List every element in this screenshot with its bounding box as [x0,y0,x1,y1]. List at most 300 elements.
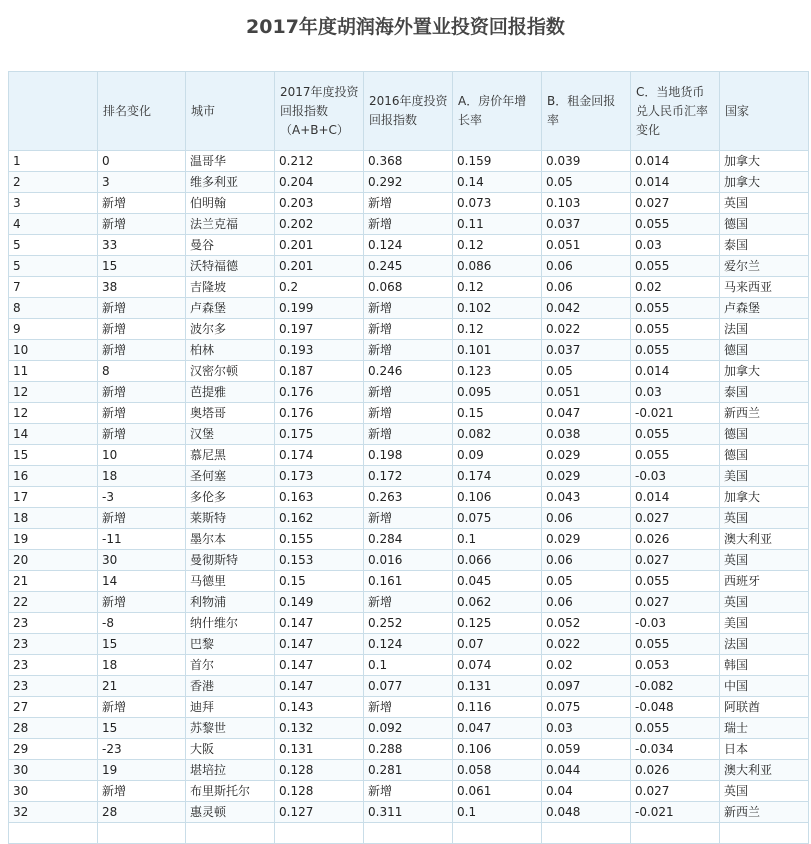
cell-fx-change: 0.026 [631,529,720,550]
cell-country: 新西兰 [720,403,809,424]
cell-city: 圣何塞 [186,466,275,487]
cell-price-growth: 0.075 [453,508,542,529]
cell-rental-yield: 0.037 [542,340,631,361]
column-header-index-2017: 2017年度投资回报指数（A+B+C） [275,72,364,151]
cell-country: 法国 [720,319,809,340]
cell-index-2017: 0.162 [275,508,364,529]
cell-city: 巴黎 [186,634,275,655]
cell-rank-change: 15 [98,718,186,739]
cell-fx-change: 0.055 [631,634,720,655]
cell-index-2017: 0.176 [275,382,364,403]
cell-rental-yield: 0.06 [542,256,631,277]
cell-rental-yield: 0.039 [542,151,631,172]
cell-index-2017: 0.147 [275,613,364,634]
cell-index-2017: 0.176 [275,403,364,424]
cell-index-2016: 0.198 [364,445,453,466]
table-row [9,781,809,802]
cell-fx-change: 0.055 [631,424,720,445]
cell-city: 汉堡 [186,424,275,445]
cell-rank: 4 [9,214,98,235]
cell-rank-change: 33 [98,235,186,256]
cell-index-2016: 新增 [364,697,453,718]
cell-rank-change: 新增 [98,508,186,529]
cell-index-2016: 0.288 [364,739,453,760]
cell-index-2016: 0.1 [364,655,453,676]
cell-rank: 18 [9,508,98,529]
cell-rank-change: 15 [98,256,186,277]
cell-price-growth: 0.116 [453,697,542,718]
cell-city: 慕尼黑 [186,445,275,466]
cell-country: 英国 [720,592,809,613]
ranking-table [8,71,809,844]
cell-city: 伯明翰 [186,193,275,214]
cell-index-2016: 0.124 [364,235,453,256]
cell-price-growth: 0.131 [453,676,542,697]
cell-index-2017: 0.128 [275,781,364,802]
cell-country: 新西兰 [720,802,809,823]
cell-city: 汉密尔顿 [186,361,275,382]
cell-country: 德国 [720,214,809,235]
cell-index-2017: 0.199 [275,298,364,319]
table-header-row [9,72,809,151]
cell-index-2016: 0.311 [364,802,453,823]
cell-index-2017: 0.163 [275,487,364,508]
cell-price-growth: 0.125 [453,613,542,634]
cell-index-2016: 0.368 [364,151,453,172]
cell-fx-change: -0.03 [631,613,720,634]
cell-rental-yield: 0.044 [542,760,631,781]
cell-rank: 8 [9,298,98,319]
cell-rental-yield: 0.048 [542,802,631,823]
cell-index-2017: 0.193 [275,340,364,361]
cell-fx-change: 0.014 [631,361,720,382]
cell-country: 中国 [720,676,809,697]
cell-price-growth: 0.12 [453,235,542,256]
table-row [9,613,809,634]
cell-city: 迪拜 [186,697,275,718]
cell-price-growth: 0.106 [453,739,542,760]
cell-price-growth: 0.106 [453,487,542,508]
cell-rank: 5 [9,256,98,277]
cell-rank-change: 新增 [98,298,186,319]
cell-country: 卢森堡 [720,298,809,319]
cell-rank: 29 [9,739,98,760]
cell-city: 香港 [186,676,275,697]
cell-rank: 32 [9,802,98,823]
table-row [9,676,809,697]
cell-country: 阿联酋 [720,697,809,718]
cell-rank-change: 新增 [98,424,186,445]
cell-index-2017: 0.197 [275,319,364,340]
cell-index-2016: 新增 [364,592,453,613]
cell-rank: 3 [9,193,98,214]
table-row [9,718,809,739]
cell-index-2017: 0.143 [275,697,364,718]
cell-index-2016: 新增 [364,382,453,403]
cell-index-2017: 0.155 [275,529,364,550]
cell-price-growth: 0.159 [453,151,542,172]
cell-city: 芭提雅 [186,382,275,403]
cell-index-2017: 0.201 [275,256,364,277]
cell-city: 大阪 [186,739,275,760]
cell-price-growth: 0.058 [453,760,542,781]
cell-rank-change: 新增 [98,214,186,235]
cell-rank: 2 [9,172,98,193]
cell-rental-yield: 0.022 [542,634,631,655]
cell-city: 惠灵顿 [186,802,275,823]
cell-city: 沃特福德 [186,256,275,277]
cell-rank-change: 新增 [98,340,186,361]
cell-country: 爱尔兰 [720,256,809,277]
table-row [9,298,809,319]
cell-fx-change: 0.027 [631,508,720,529]
cell-price-growth: 0.074 [453,655,542,676]
table-row [9,193,809,214]
cell-rank: 7 [9,277,98,298]
cell-index-2016: 0.284 [364,529,453,550]
cell-rank-change: 10 [98,445,186,466]
cell-city: 波尔多 [186,319,275,340]
cell-rental-yield: 0.042 [542,298,631,319]
table-row [9,802,809,823]
cell-city: 温哥华 [186,151,275,172]
cell-index-2016: 新增 [364,403,453,424]
column-header-rental-yield: B．租金回报率 [542,72,631,151]
cell-index-2016: 0.263 [364,487,453,508]
cell-index-2016: 新增 [364,214,453,235]
cell-index-2016: 新增 [364,340,453,361]
cell-index-2017: 0.201 [275,235,364,256]
cell-index-2017: 0.149 [275,592,364,613]
cell-fx-change: 0.03 [631,235,720,256]
cell-rank: 5 [9,235,98,256]
cell-country: 日本 [720,739,809,760]
cell-rental-yield: 0.06 [542,592,631,613]
cell-index-2016: 0.068 [364,277,453,298]
cell-country: 英国 [720,508,809,529]
cell-rank: 27 [9,697,98,718]
cell-price-growth: 0.101 [453,340,542,361]
cell-fx-change: 0.055 [631,256,720,277]
cell-rank: 23 [9,676,98,697]
cell-rank-change: 14 [98,571,186,592]
cell-country: 加拿大 [720,172,809,193]
cell-price-growth: 0.047 [453,718,542,739]
cell-index-2016: 0.281 [364,760,453,781]
cell-rank-change: 28 [98,802,186,823]
cell-price-growth: 0.095 [453,382,542,403]
cell-rank: 15 [9,445,98,466]
cell-rank: 30 [9,781,98,802]
cell-country: 瑞士 [720,718,809,739]
cell-fx-change: 0.055 [631,718,720,739]
cell-index-2016: 新增 [364,193,453,214]
cell-rental-yield: 0.043 [542,487,631,508]
cell-country: 英国 [720,781,809,802]
cell-rental-yield: 0.04 [542,781,631,802]
cell-fx-change: 0.027 [631,193,720,214]
table-row [9,151,809,172]
cell-country: 韩国 [720,655,809,676]
cell-fx-change: 0.02 [631,277,720,298]
cell-fx-change: 0.055 [631,298,720,319]
cell-index-2016: 0.077 [364,676,453,697]
table-row [9,445,809,466]
cell-price-growth: 0.15 [453,403,542,424]
cell-rank-change: -23 [98,739,186,760]
cell-country: 法国 [720,634,809,655]
cell-rank-change: 15 [98,634,186,655]
cell-rental-yield: 0.03 [542,718,631,739]
cell-rank-change: 新增 [98,781,186,802]
cell-rank: 22 [9,592,98,613]
cell-rank-change: 19 [98,760,186,781]
column-header-rank-change: 排名变化 [98,72,186,151]
cell-fx-change: -0.082 [631,676,720,697]
table-row [9,277,809,298]
cell-rank-change: 3 [98,172,186,193]
cell-price-growth: 0.09 [453,445,542,466]
cell-fx-change: 0.014 [631,172,720,193]
cell-rank: 23 [9,634,98,655]
cell-price-growth: 0.123 [453,361,542,382]
column-header-price-growth: A．房价年增长率 [453,72,542,151]
cell-city: 利物浦 [186,592,275,613]
cell-country: 德国 [720,445,809,466]
table-row [9,634,809,655]
table-row [9,487,809,508]
table-row [9,235,809,256]
cell-city: 卢森堡 [186,298,275,319]
cell-fx-change: 0.014 [631,151,720,172]
cell-city: 堪培拉 [186,760,275,781]
cell-city: 维多利亚 [186,172,275,193]
cell-rank-change: 0 [98,151,186,172]
cell-rental-yield: 0.097 [542,676,631,697]
cell-rank: 1 [9,151,98,172]
cell-rank: 12 [9,403,98,424]
cell-city: 苏黎世 [186,718,275,739]
column-header-index-2016: 2016年度投资回报指数 [364,72,453,151]
column-header-rank [9,72,98,151]
cell-city: 曼彻斯特 [186,550,275,571]
cell-country: 澳大利亚 [720,529,809,550]
cell-rental-yield: 0.06 [542,550,631,571]
cell-rental-yield: 0.059 [542,739,631,760]
table-row [9,529,809,550]
cell-index-2017: 0.187 [275,361,364,382]
table-row [9,466,809,487]
cell-price-growth: 0.082 [453,424,542,445]
cell-rental-yield: 0.05 [542,571,631,592]
cell-city: 多伦多 [186,487,275,508]
cell-index-2017: 0.147 [275,634,364,655]
cell-price-growth: 0.061 [453,781,542,802]
table-row [9,697,809,718]
cell-country: 德国 [720,340,809,361]
cell-rank: 19 [9,529,98,550]
cell-rank-change: 21 [98,676,186,697]
cell-index-2016: 0.245 [364,256,453,277]
cell-country: 西班牙 [720,571,809,592]
cell-fx-change: -0.021 [631,403,720,424]
cell-fx-change: 0.055 [631,340,720,361]
cell-rental-yield: 0.051 [542,382,631,403]
cell-fx-change: 0.053 [631,655,720,676]
cell-price-growth: 0.102 [453,298,542,319]
cell-rental-yield: 0.029 [542,529,631,550]
cell-index-2017: 0.153 [275,550,364,571]
cell-index-2017: 0.2 [275,277,364,298]
cell-rank-change: 38 [98,277,186,298]
cell-fx-change: -0.021 [631,802,720,823]
cell-city: 墨尔本 [186,529,275,550]
cell-price-growth: 0.11 [453,214,542,235]
cell-rank-change: 新增 [98,403,186,424]
cell-index-2017: 0.15 [275,571,364,592]
cell-index-2016: 0.252 [364,613,453,634]
cell-index-2017: 0.204 [275,172,364,193]
cell-index-2017: 0.128 [275,760,364,781]
cell-index-2017: 0.175 [275,424,364,445]
cell-index-2017: 0.212 [275,151,364,172]
cell-rank: 20 [9,550,98,571]
cell-index-2017: 0.127 [275,802,364,823]
table-row [9,592,809,613]
cell-rental-yield: 0.06 [542,508,631,529]
cell-rank: 23 [9,613,98,634]
cell-rank-change: -11 [98,529,186,550]
table-container [8,71,808,844]
cell-price-growth: 0.14 [453,172,542,193]
cell-rental-yield: 0.052 [542,613,631,634]
cell-city: 吉隆坡 [186,277,275,298]
cell-price-growth: 0.12 [453,277,542,298]
cell-rental-yield: 0.047 [542,403,631,424]
cell-rank-change: -8 [98,613,186,634]
cell-index-2016: 新增 [364,508,453,529]
cell-rental-yield: 0.037 [542,214,631,235]
table-row [9,760,809,781]
cell-fx-change: -0.034 [631,739,720,760]
cell-rank-change: 18 [98,466,186,487]
cell-index-2016: 0.016 [364,550,453,571]
cell-city: 马德里 [186,571,275,592]
table-row [9,340,809,361]
table-row [9,361,809,382]
column-header-city: 城市 [186,72,275,151]
cell-index-2016: 新增 [364,298,453,319]
cell-rental-yield: 0.038 [542,424,631,445]
cell-rank: 21 [9,571,98,592]
cell-fx-change: 0.055 [631,214,720,235]
cell-price-growth: 0.1 [453,802,542,823]
cell-index-2016: 0.172 [364,466,453,487]
cell-city: 柏林 [186,340,275,361]
table-row [9,382,809,403]
cell-rank-change: 18 [98,655,186,676]
cell-rank: 16 [9,466,98,487]
cell-rental-yield: 0.022 [542,319,631,340]
cell-rental-yield: 0.051 [542,235,631,256]
cell-index-2017: 0.202 [275,214,364,235]
cell-country: 英国 [720,193,809,214]
cell-rental-yield: 0.029 [542,466,631,487]
cell-index-2017: 0.173 [275,466,364,487]
cell-rental-yield: 0.05 [542,361,631,382]
cell-index-2016: 0.124 [364,634,453,655]
cell-rank: 11 [9,361,98,382]
cell-rank-change: -3 [98,487,186,508]
table-body [9,151,809,844]
cell-rank-change: 新增 [98,382,186,403]
cell-index-2016: 0.292 [364,172,453,193]
page-title: 2017年度胡润海外置业投资回报指数 [246,16,565,38]
cell-price-growth: 0.12 [453,319,542,340]
cell-city: 奥塔哥 [186,403,275,424]
cell-fx-change: -0.03 [631,466,720,487]
cell-index-2016: 新增 [364,424,453,445]
table-row [9,550,809,571]
cell-rank: 14 [9,424,98,445]
table-row [9,319,809,340]
cell-city: 莱斯特 [186,508,275,529]
cell-city: 纳什维尔 [186,613,275,634]
cell-index-2016: 0.092 [364,718,453,739]
table-row [9,508,809,529]
table-row [9,403,809,424]
cell-rank: 9 [9,319,98,340]
cell-index-2016: 新增 [364,319,453,340]
cell-rank: 12 [9,382,98,403]
cell-city: 首尔 [186,655,275,676]
cell-fx-change: 0.055 [631,445,720,466]
cell-index-2017: 0.147 [275,655,364,676]
cell-fx-change: 0.014 [631,487,720,508]
table-row [9,214,809,235]
cell-rank-change: 新增 [98,592,186,613]
cell-index-2017: 0.131 [275,739,364,760]
cell-city: 法兰克福 [186,214,275,235]
cell-price-growth: 0.07 [453,634,542,655]
cell-fx-change: 0.027 [631,550,720,571]
cell-price-growth: 0.073 [453,193,542,214]
cell-price-growth: 0.174 [453,466,542,487]
cell-price-growth: 0.086 [453,256,542,277]
cell-country: 美国 [720,613,809,634]
table-row [9,256,809,277]
cell-rank-change: 新增 [98,697,186,718]
cell-rank-change: 8 [98,361,186,382]
cell-rental-yield: 0.029 [542,445,631,466]
cell-index-2016: 0.161 [364,571,453,592]
table-row [9,571,809,592]
table-row [9,739,809,760]
cell-fx-change: 0.03 [631,382,720,403]
cell-price-growth: 0.1 [453,529,542,550]
cell-country: 泰国 [720,235,809,256]
cell-rental-yield: 0.02 [542,655,631,676]
cell-country: 马来西亚 [720,277,809,298]
cell-fx-change: 0.026 [631,760,720,781]
cell-index-2017: 0.132 [275,718,364,739]
cell-rank: 23 [9,655,98,676]
column-header-fx-change: C．当地货币兑人民币汇率变化 [631,72,720,151]
cell-index-2016: 0.246 [364,361,453,382]
cell-country: 英国 [720,550,809,571]
cell-price-growth: 0.066 [453,550,542,571]
table-row [9,172,809,193]
